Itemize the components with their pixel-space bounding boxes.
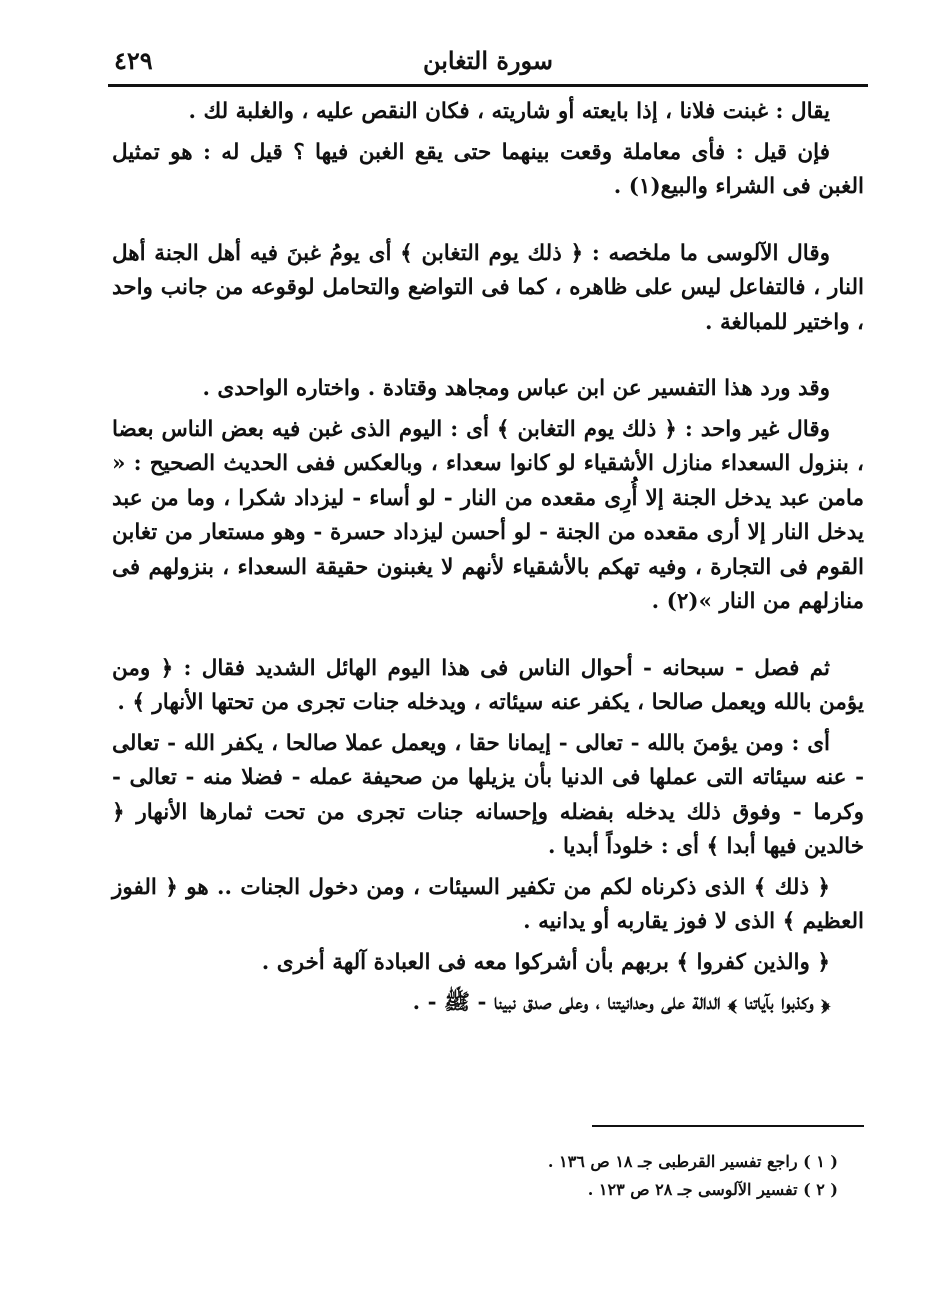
paragraph-5: وقال غير واحد : ﴿ ذلك يوم التغابن ﴾ أى : اليوم الذى غبن فيه بعض الناس بعضا ، بنزول السعداء منازل الأشقياء لو كانوا سعداء ، وبالعكس ففى الحديث الصحيح : « مامن عبد يدخل الجنة إلا أُرِى مقعده من النار - لو أساء - ليزداد شكرا ، وما من عبد يدخل النار إلا أرى مقعده من الجنة - لو أحسن ليزداد حسرة - وهو مستعار من تغابن القوم فى التجارة ، وفيه تهكم بالأشقياء لأنهم لا يغبنون حقيقة السعداء ، بنزولهم فى منازلهم من النار »(٢) . [112, 416, 864, 614]
paragraph-9: ﴿ والذين كفروا ﴾ بربهم بأن أشركوا معه فى العبادة آلهة أخرى . [261, 949, 830, 975]
main-text [112, 95, 864, 1021]
paragraph-10: ﴿ وكذبوا بآياتنا ﴾ الدالة على وحدانيتنا ، وعلى صدق نبينا - ﷺ - . [412, 990, 830, 1015]
paragraph-6: ثم فصل - سبحانه - أحوال الناس فى هذا اليوم الهائل الشديد فقال : ﴿ ومن يؤمن بالله ويعمل صالحا ، يكفر عنه سيئاته ، ويدخله جنات تجرى من تحتها الأنهار ﴾ . [112, 655, 864, 715]
footnotes [400, 1148, 838, 1204]
header-divider [108, 84, 868, 87]
paragraph-3: وقال الآلوسى ما ملخصه : ﴿ ذلك يوم التغابن ﴾ أى يومُ غبنَ فيه أهل الجنة أهل النار ، فالتفاعل ليس على ظاهره ، كما فى التواضع والتحامل لوقوعه من جانب واحد ، واختير للمبالغة . [112, 240, 864, 335]
paragraph-2: فإن قيل : فأى معاملة وقعت بينهما حتى يقع الغبن فيها ؟ قيل له : هو تمثيل الغبن فى الشراء والبيع(١) . [112, 139, 864, 199]
footnote-1: ( ١ ) راجع تفسير القرطبى جـ ١٨ ص ١٣٦ . [547, 1152, 838, 1171]
page-header [108, 40, 868, 84]
paragraph-7: أى : ومن يؤمنَ بالله - تعالى - إيمانا حقا ، ويعمل عملا صالحا ، يكفر الله - تعالى - عنه سيئاته التى عملها فى الدنيا بأن يزيلها من صحيفة عمله - فضلا منه - تعالى - وكرما - وفوق ذلك يدخله بفضله وإحسانه جنات تجرى من تحت ثمارها الأنهار ﴿ خالدين فيها أبدا ﴾ أى : خلوداً أبديا . [112, 730, 864, 859]
footnote-2: ( ٢ ) تفسير الآلوسى جـ ٢٨ ص ١٢٣ . [587, 1180, 838, 1199]
surah-title: سورة التغابن [422, 46, 554, 75]
page-number: ٤٢٩ [114, 46, 153, 75]
paragraph-8: ﴿ ذلك ﴾ الذى ذكرناه لكم من تكفير السيئات ، ومن دخول الجنات .. هو ﴿ الفوز العظيم ﴾ الذى لا فوز يقاربه أو يدانيه . [112, 874, 864, 934]
paragraph-4: وقد ورد هذا التفسير عن ابن عباس ومجاهد وقتادة . واختاره الواحدى . [202, 376, 830, 401]
footnote-divider [592, 1125, 864, 1127]
paragraph-1: يقال : غبنت فلانا ، إذا بايعته أو شاريته ، فكان النقص عليه ، والغلبة لك . [188, 99, 830, 124]
